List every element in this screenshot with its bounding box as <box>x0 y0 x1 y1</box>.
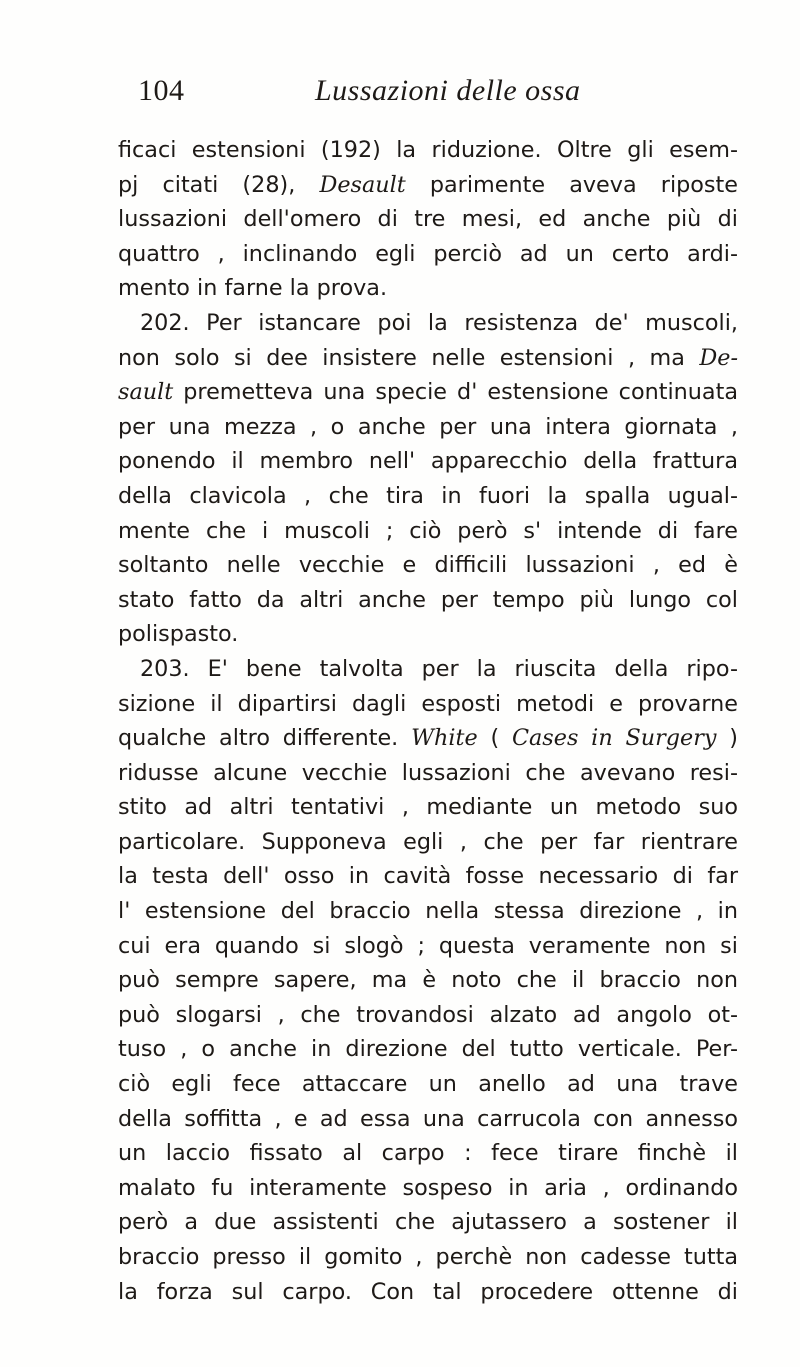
text-line <box>118 341 738 376</box>
text-line: però a due assistenti che ajutassero a sostener il <box>118 1209 738 1236</box>
italic-text: Desault <box>319 171 406 198</box>
italic-text: De- <box>699 344 738 371</box>
italic-text: sault <box>118 379 174 406</box>
text-run: ) <box>716 725 738 752</box>
text-line: cui era quando si slogò ; questa veramente non si <box>118 932 738 959</box>
text-line: della clavicola , che tira in fuori la spalla ugual- <box>118 482 738 509</box>
text-line <box>118 168 738 203</box>
text-line: per una mezza , o anche per una intera giornata , <box>118 413 738 440</box>
body-text <box>118 133 738 1309</box>
running-title: Lussazioni delle ossa <box>315 74 581 107</box>
text-line: ciò egli fece attaccare un anello ad una trave <box>118 1071 738 1098</box>
text-line: mento in farne la prova. <box>118 275 388 302</box>
text-line: ponendo il membro nell' apparecchio della frattura <box>118 448 738 475</box>
text-line: lussazioni dell'omero di tre mesi, ed anche più di <box>118 206 738 233</box>
text-line: 203. E' bene talvolta per la riuscita della ripo- <box>140 655 738 682</box>
text-line: mente che i muscoli ; ciò però s' intende di fare <box>118 517 738 544</box>
page-header <box>138 72 638 112</box>
text-line: stito ad altri tentativi , mediante un metodo suo <box>118 794 738 821</box>
text-run: premetteva una specie d' estensione continuata <box>173 379 738 406</box>
text-run: parimente aveva riposte <box>405 171 739 198</box>
text-line: ridusse alcune vecchie lussazioni che avevano resi- <box>118 759 738 786</box>
text-run: ( <box>477 725 512 752</box>
text-line: quattro , inclinando egli perciò ad un certo ardi- <box>118 240 738 267</box>
text-line: malato fu interamente sospeso in aria , ordinando <box>118 1174 738 1201</box>
text-line <box>118 375 738 410</box>
text-line: soltanto nelle vecchie e difficili lussazioni , ed è <box>118 552 738 579</box>
text-line: 202. Per istancare poi la resistenza de' muscoli, <box>140 309 738 336</box>
text-line: tuso , o anche in direzione del tutto verticale. Per- <box>118 1036 738 1063</box>
text-line: la forza sul carpo. Con tal procedere ottenne di <box>118 1278 738 1305</box>
italic-text: White <box>411 725 478 752</box>
text-line: particolare. Supponeva egli , che per far rientrare <box>118 828 738 855</box>
text-line: un laccio fissato al carpo : fece tirare finchè il <box>118 1140 738 1167</box>
text-run: qualche altro differente. <box>118 725 412 752</box>
text-line: della soffitta , e ad essa una carrucola con annesso <box>118 1105 738 1132</box>
text-line: l' estensione del braccio nella stessa direzione , in <box>118 898 738 925</box>
text-line: sizione il dipartirsi dagli esposti metodi e provarne <box>118 690 738 717</box>
text-line: stato fatto da altri anche per tempo più lungo col <box>118 586 738 613</box>
text-line: braccio presso il gomito , perchè non cadesse tutta <box>118 1244 738 1270</box>
text-run: pj citati (28), <box>118 171 320 198</box>
italic-text: Cases in Surgery <box>511 725 717 752</box>
text-run: non solo si dee insistere nelle estensioni , ma <box>118 344 700 371</box>
text-line: la testa dell' osso in cavità fosse necessario di far <box>118 863 738 890</box>
text-line: può sempre sapere, ma è noto che il braccio non <box>118 967 738 994</box>
text-line: può slogarsi , che trovandosi alzato ad angolo ot- <box>118 1001 738 1028</box>
text-line <box>118 721 738 756</box>
page-number: 104 <box>138 74 185 107</box>
text-line: polispasto. <box>118 621 239 648</box>
text-line: ficaci estensioni (192) la riduzione. Oltre gli esem- <box>118 137 738 163</box>
